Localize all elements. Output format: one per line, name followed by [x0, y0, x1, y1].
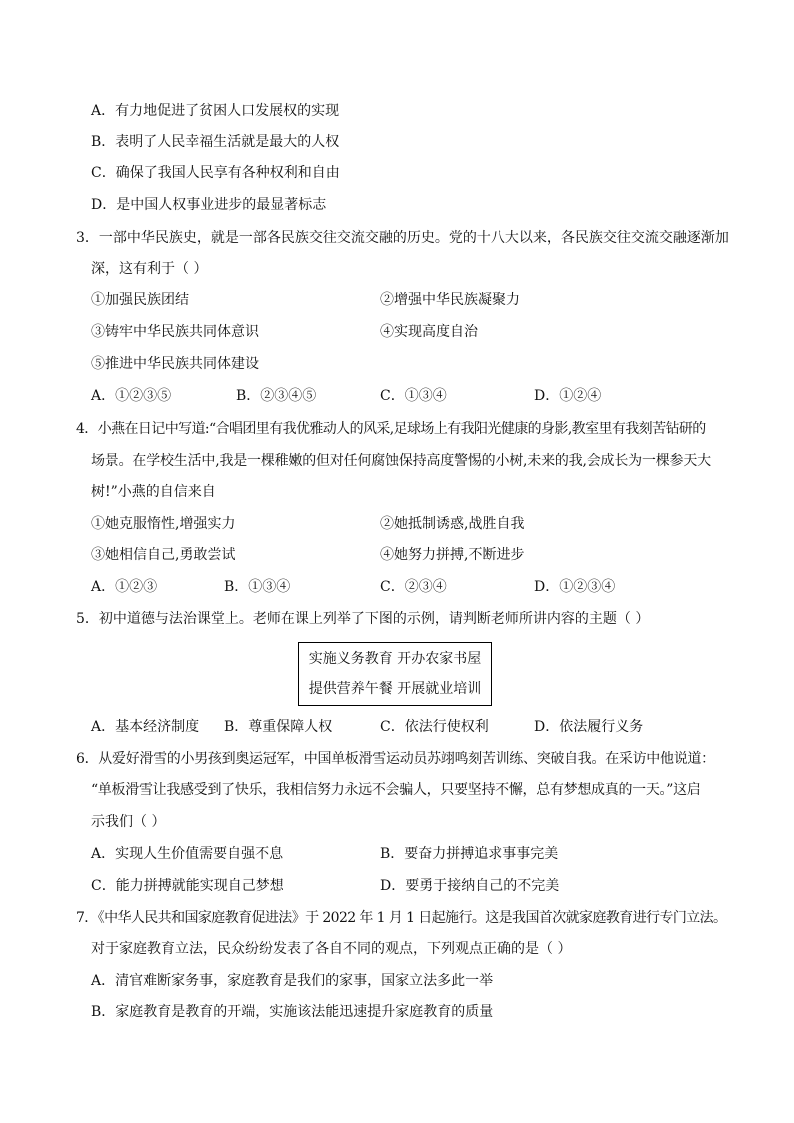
q6-choice-d: D．要勇于接纳自己的不完美 — [380, 878, 560, 894]
q6-stem-line3: 示我们（ ） — [91, 814, 166, 830]
q5-choice-c: C．依法行使权利 — [380, 719, 489, 735]
q7-stem-line2: 对于家庭教育立法，民众纷纷发表了各自不同的观点，下列观点正确的是（ ） — [91, 941, 572, 957]
q6-choice-a: A．实现人生价值需要自强不息 — [91, 846, 284, 862]
q4-choice-d: D．①②③④ — [534, 579, 616, 595]
q3-item-3: ③铸牢中华民族共同体意识 — [91, 324, 259, 340]
q3-choice-a: A．①②③⑤ — [91, 388, 172, 404]
q3-item-2: ②增强中华民族凝聚力 — [380, 292, 520, 308]
q4-item-4: ④她努力拼搏,不断进步 — [380, 547, 525, 563]
q4-choice-c: C．②③④ — [380, 579, 447, 595]
q4-item-1: ①她克服惰性,增强实力 — [91, 516, 236, 532]
q5-box-line2: 提供营养午餐 开展就业培训 — [308, 681, 482, 697]
q3-choice-b: B．②③④⑤ — [236, 388, 317, 404]
q4-item-2: ②她抵制诱惑,战胜自我 — [380, 516, 525, 532]
q3-choice-c: C．①③④ — [380, 388, 447, 404]
q3-choice-d: D．①②④ — [534, 388, 602, 404]
q5-choice-b: B．尊重保障人权 — [224, 719, 333, 735]
q2-option-d: D．是中国人权事业进步的最显著标志 — [91, 197, 327, 213]
q5-example-box — [298, 642, 492, 706]
q3-item-1: ①加强民族团结 — [91, 292, 189, 308]
q2-option-b: B．表明了人民幸福生活就是最大的人权 — [91, 134, 340, 150]
q4-item-3: ③她相信自己,勇敢尝试 — [91, 547, 236, 563]
q6-choice-c: C．能力拼搏就能实现自己梦想 — [91, 878, 284, 894]
q7-option-a: A．清官难断家务事，家庭教育是我们的家事，国家立法多此一举 — [91, 973, 494, 989]
q4-choice-b: B．①③④ — [224, 579, 291, 595]
q3-item-4: ④实现高度自治 — [380, 324, 478, 340]
q7-option-b: B．家庭教育是教育的开端，实施该法能迅速提升家庭教育的质量 — [91, 1004, 494, 1020]
q7-stem-line1: 7．《中华人民共和国家庭教育促进法》于 2022 年 1 月 1 日起施行。这是我国首次就家庭教育进行专门立法。 — [76, 910, 727, 926]
q3-stem-line2: 深，这有利于（ ） — [91, 261, 208, 277]
q3-stem-line1: 3．一部中华民族史，就是一部各民族交往交流交融的历史。党的十八大以来，各民族交往交流交融逐渐加 — [76, 230, 729, 246]
q4-stem-line1: 4．小燕在日记中写道:“合唱团里有我优雅动人的风采,足球场上有我阳光健康的身影,教室里有我刻苦钻研的 — [76, 421, 706, 437]
q2-option-c: C．确保了我国人民享有各种权利和自由 — [91, 165, 340, 181]
q3-item-5: ⑤推进中华民族共同体建设 — [91, 356, 259, 372]
q6-stem-line1: 6．从爱好滑雪的小男孩到奥运冠军，中国单板滑雪运动员苏翊鸣刻苦训练、突破自我。在采访中他说道： — [76, 751, 715, 767]
q5-box-line1: 实施义务教育 开办农家书屋 — [308, 651, 482, 667]
q6-choice-b: B．要奋力拼搏追求事事完美 — [380, 846, 559, 862]
q4-stem-line2: 场景。在学校生活中,我是一棵稚嫩的但对任何腐蚀保持高度警惕的小树,未来的我,会成长为一棵参天大 — [91, 453, 711, 469]
q4-choice-a: A．①②③ — [91, 579, 158, 595]
q5-choice-a: A．基本经济制度 — [91, 719, 200, 735]
q6-stem-line2: “单板滑雪让我感受到了快乐，我相信努力永远不会骗人，只要坚持不懈，总有梦想成真的一天。”这启 — [91, 782, 701, 798]
q5-choice-d: D．依法履行义务 — [534, 719, 644, 735]
q2-option-a: A．有力地促进了贫困人口发展权的实现 — [91, 103, 340, 119]
q4-stem-line3: 树!”小燕的自信来自 — [91, 484, 216, 500]
q5-stem: 5．初中道德与法治课堂上。老师在课上列举了下图的示例，请判断老师所讲内容的主题（ ） — [76, 611, 650, 627]
